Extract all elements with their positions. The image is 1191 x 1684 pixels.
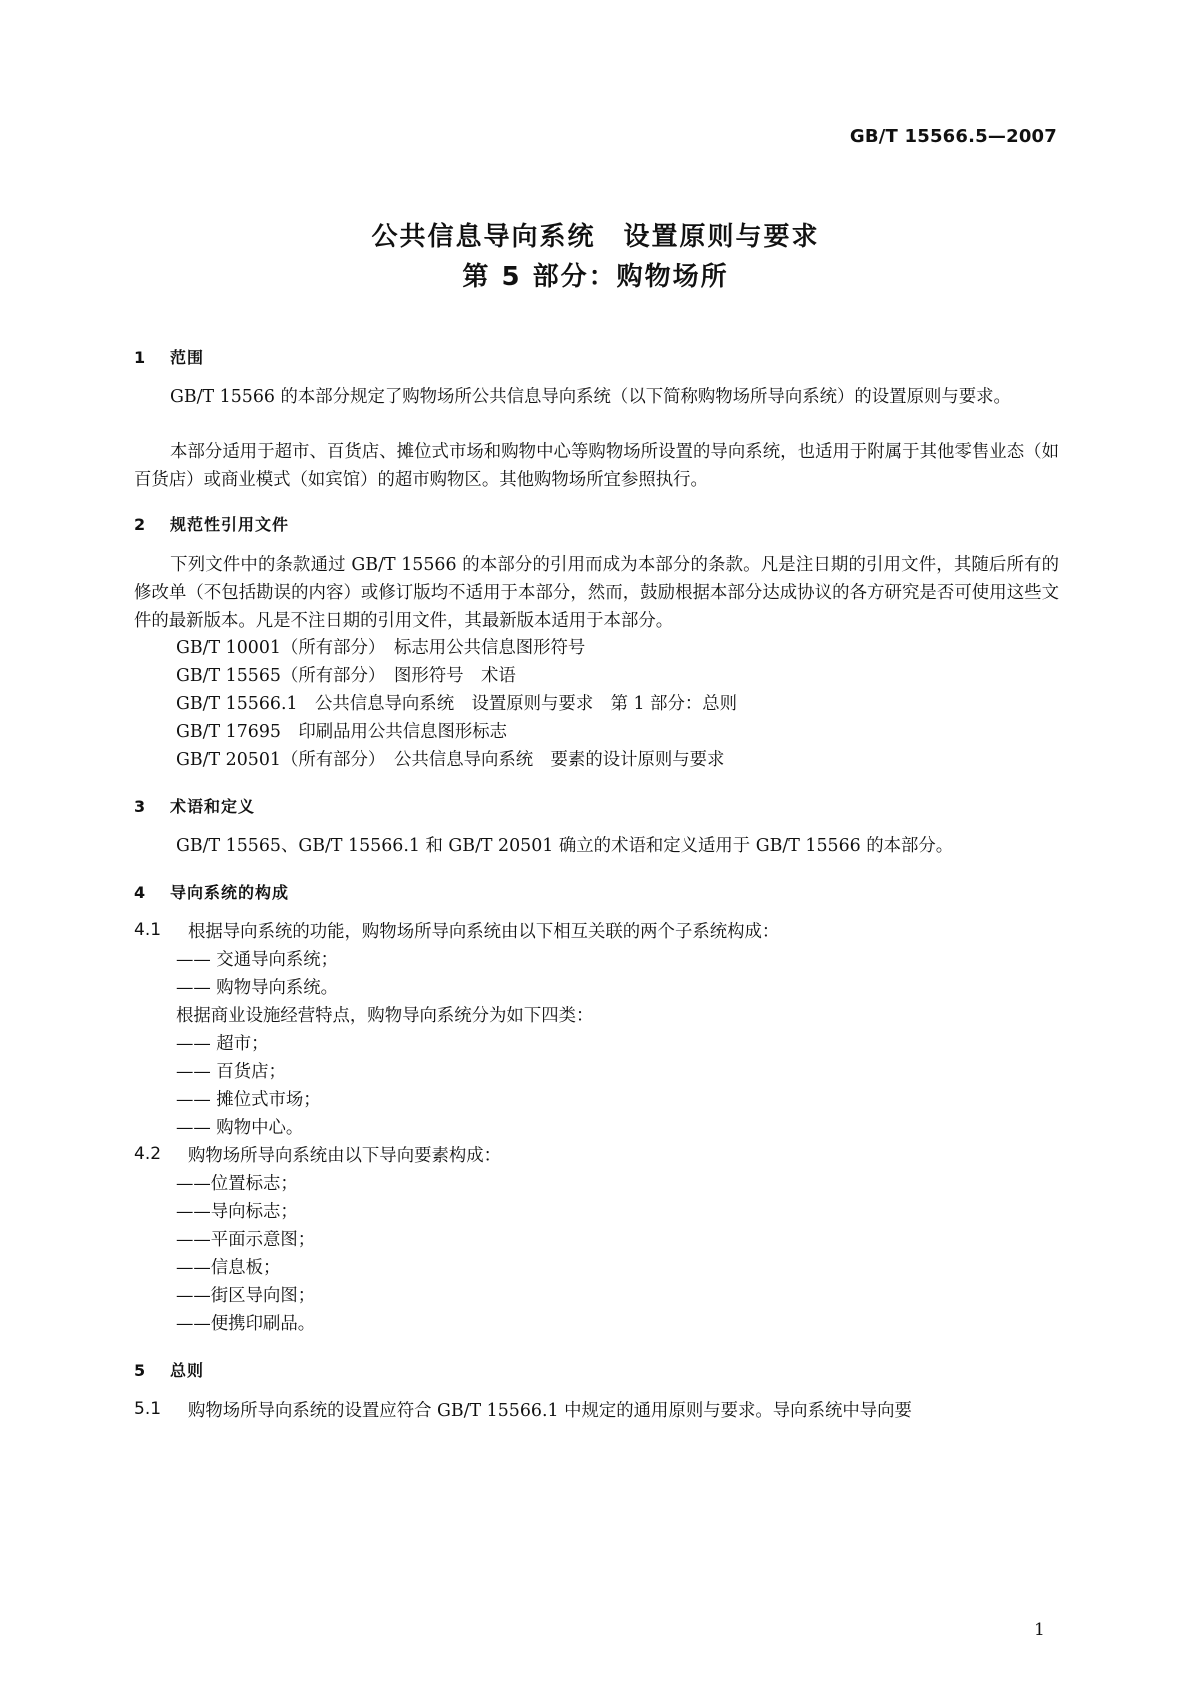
section-title: 范围 (170, 348, 205, 367)
standard-code: GB/T 15566.5—2007 (849, 126, 1057, 147)
list-item: —— 交通导向系统； (176, 950, 339, 970)
clause-text: 购物场所导向系统由以下导向要素构成： (188, 1146, 502, 1166)
reference-item: GB/T 17695 印刷品用公共信息图形标志 (176, 722, 508, 742)
list-item: —— 超市； (176, 1034, 269, 1054)
paragraph-text: 本部分适用于超市、百货店、摊位式市场和购物中心等购物场所设置的导向系统，也适用于附属于其他零售业态（如百货店）或商业模式（如宾馆）的超市购物区。其他购物场所宜参照执行。 (134, 442, 1059, 490)
section-number: 2 (134, 515, 147, 534)
list-item: ——导向标志； (176, 1202, 298, 1222)
clause-number: 4.2 (134, 1144, 162, 1164)
paragraph-text: GB/T 15566 的本部分规定了购物场所公共信息导向系统（以下简称购物场所导向系统）的设置原则与要求。 (170, 387, 1011, 407)
clause-text: 购物场所导向系统的设置应符合 GB/T 15566.1 中规定的通用原则与要求。导向系统中导向要 (188, 1401, 912, 1421)
reference-item: GB/T 15565（所有部分） 图形符号 术语 (176, 666, 516, 686)
document-title: 公共信息导向系统 设置原则与要求 (371, 222, 820, 252)
section-title: 总则 (170, 1361, 205, 1380)
paragraph (134, 551, 1059, 635)
list-item: —— 摊位式市场； (176, 1090, 321, 1110)
clause-text: 根据导向系统的功能，购物场所导向系统由以下相互关联的两个子系统构成： (188, 922, 780, 942)
section-heading-composition (134, 880, 289, 903)
section-title: 导向系统的构成 (170, 883, 290, 902)
section-title: 术语和定义 (170, 797, 256, 816)
list-item: ——街区导向图； (176, 1286, 316, 1306)
paragraph (134, 438, 1059, 494)
section-number: 3 (134, 797, 147, 816)
section-number: 5 (134, 1361, 147, 1380)
list-item: —— 购物导向系统。 (176, 978, 339, 998)
clause-number: 5.1 (134, 1399, 162, 1419)
section-heading-general (134, 1358, 204, 1381)
section-heading-normative-references (134, 512, 289, 535)
reference-item: GB/T 15566.1 公共信息导向系统 设置原则与要求 第 1 部分：总则 (176, 694, 738, 714)
list-item: ——便携印刷品。 (176, 1314, 316, 1334)
page-number: 1 (1034, 1620, 1045, 1640)
list-item: ——信息板； (176, 1258, 281, 1278)
reference-item: GB/T 10001（所有部分） 标志用公共信息图形符号 (176, 638, 586, 658)
clause-number: 4.1 (134, 920, 162, 940)
list-item: ——平面示意图； (176, 1230, 316, 1250)
reference-item: GB/T 20501（所有部分） 公共信息导向系统 要素的设计原则与要求 (176, 750, 725, 770)
section-heading-scope (134, 345, 204, 368)
paragraph-text: 根据商业设施经营特点，购物导向系统分为如下四类： (176, 1006, 594, 1026)
paragraph (134, 383, 1059, 411)
section-heading-terms (134, 794, 255, 817)
document-subtitle: 第 5 部分：购物场所 (462, 262, 729, 292)
section-title: 规范性引用文件 (170, 515, 290, 534)
list-item: —— 百货店； (176, 1062, 286, 1082)
section-number: 1 (134, 348, 147, 367)
list-item: —— 购物中心。 (176, 1118, 304, 1138)
list-item: ——位置标志； (176, 1174, 298, 1194)
section-number: 4 (134, 883, 147, 902)
paragraph-text: 下列文件中的条款通过 GB/T 15566 的本部分的引用而成为本部分的条款。凡是注日期的引用文件，其随后所有的修改单（不包括勘误的内容）或修订版均不适用于本部分，然而，鼓励根据本部分达成协议的各方研究是否可使用这些文件的最新版本。凡是不注日期的引用文件，其最新版本适用于本部分。 (134, 555, 1059, 631)
paragraph-text: GB/T 15565、GB/T 15566.1 和 GB/T 20501 确立的术语和定义适用于 GB/T 15566 的本部分。 (176, 836, 954, 856)
